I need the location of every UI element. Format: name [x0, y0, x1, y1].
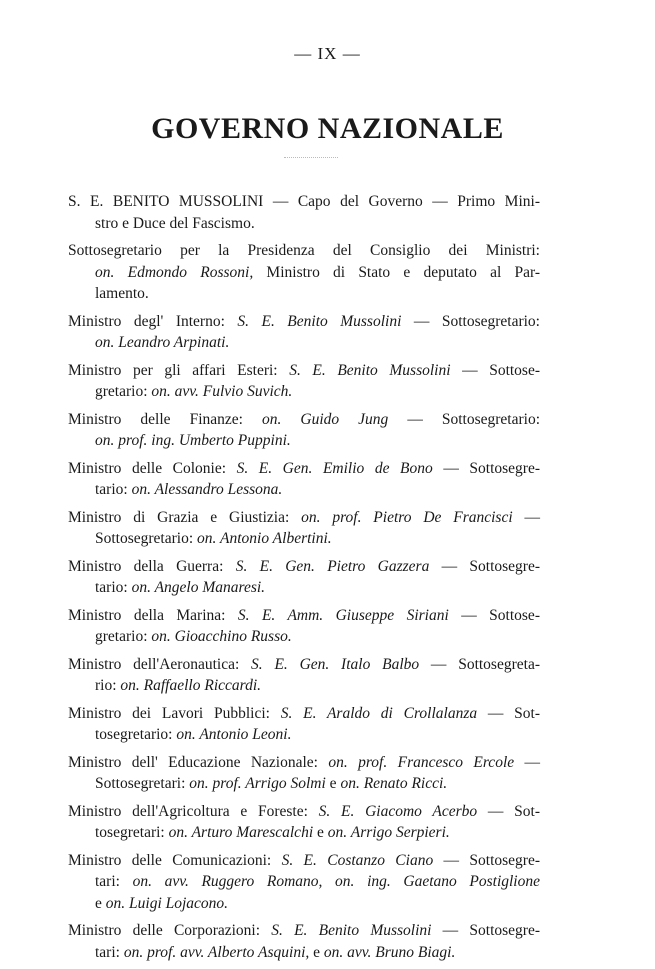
- entry-text: — Sottosegretario:: [388, 410, 540, 428]
- person-name: S. E. Benito Mussolini: [271, 922, 432, 939]
- ministry-entry: [68, 850, 540, 915]
- entry-text: Ministro degl' Interno:: [68, 312, 238, 330]
- entry-text: Ministro di Stato e deputato al Par-: [253, 263, 541, 281]
- person-name: on. Edmondo Rossoni,: [95, 263, 254, 281]
- person-name: on. avv. Bruno Biagi.: [323, 943, 456, 961]
- ministry-entry: [68, 360, 540, 403]
- entry-line: [68, 332, 540, 354]
- entry-line: [68, 850, 540, 872]
- entry-text: Ministro della Guerra:: [68, 557, 236, 575]
- entry-text: Ministro delle Corporazioni:: [68, 922, 272, 939]
- person-name: on. Angelo Manaresi.: [131, 579, 266, 596]
- person-name: on. prof. Pietro De Francisci: [301, 508, 513, 526]
- entry-text: tario:: [95, 481, 132, 498]
- entry-text: — Sottose-: [448, 606, 540, 624]
- entry-text: —: [512, 508, 540, 526]
- entry-line: [68, 283, 540, 305]
- entry-line: [68, 703, 540, 725]
- title-divider: [284, 157, 338, 158]
- entry-text: e: [313, 824, 328, 841]
- entry-text: e: [309, 943, 324, 961]
- entry-line: [68, 871, 540, 893]
- entry-text: Sottosegretario per la Presidenza del Consiglio dei Ministri:: [68, 242, 540, 259]
- entry-text: rio:: [95, 677, 121, 694]
- entry-text: Ministro della Marina:: [68, 606, 238, 624]
- ministry-entry: [68, 703, 540, 746]
- entry-text: tari:: [95, 943, 124, 961]
- entry-line: [68, 675, 540, 697]
- person-name: on. Luigi Lojacono.: [105, 894, 229, 912]
- entry-text: — Sot-: [477, 704, 540, 722]
- page-title: GOVERNO NAZIONALE: [151, 112, 504, 145]
- person-name: on. prof. ing. Umberto Puppini.: [95, 432, 291, 449]
- person-name: on. avv. Ruggero Romano, on. ing. Gaetano Postiglione: [132, 873, 540, 890]
- entry-text: Sottosegretari:: [95, 775, 190, 792]
- ministry-entry: [68, 240, 540, 305]
- entry-text: Sottosegretario:: [95, 530, 198, 547]
- entry-line: [68, 752, 540, 774]
- entry-line: [68, 240, 540, 262]
- person-name: on. Alessandro Lessona.: [131, 481, 283, 498]
- entry-text: S. E. BENITO MUSSOLINI — Capo del Governo — Primo Mini-: [68, 193, 540, 210]
- ministry-entry: [68, 556, 540, 599]
- entry-line: [68, 920, 540, 942]
- entry-line: [68, 409, 540, 431]
- ministry-entry: [68, 752, 540, 795]
- person-name: S. E. Giacomo Acerbo: [318, 802, 478, 820]
- entry-text: stro e Duce del Fascismo.: [95, 214, 255, 232]
- entry-text: — Sottosegre-: [429, 557, 540, 575]
- person-name: S. E. Gen. Pietro Gazzera: [235, 557, 430, 575]
- entry-text: tario:: [95, 579, 132, 596]
- entry-text: — Sot-: [477, 802, 540, 820]
- entry-line: [68, 213, 540, 235]
- person-name: on. Raffaello Riccardi.: [120, 677, 262, 694]
- entry-text: Ministro di Grazia e Giustizia:: [68, 508, 302, 526]
- entry-text: Ministro dell' Educazione Nazionale:: [68, 753, 329, 771]
- entry-line: [68, 458, 540, 480]
- person-name: on. prof. avv. Alberto Asquini,: [123, 943, 310, 961]
- person-name: on. Gioacchino Russo.: [151, 628, 292, 645]
- person-name: on. prof. Francesco Ercole: [328, 753, 515, 771]
- person-name: on. Arturo Marescalchi: [168, 824, 314, 841]
- entry-text: gretario:: [95, 383, 152, 400]
- person-name: S. E. Gen. Italo Balbo: [251, 655, 420, 673]
- person-name: S. E. Araldo di Crollalanza: [280, 704, 478, 722]
- entry-line: [68, 556, 540, 578]
- entry-line: [68, 507, 540, 529]
- entry-line: [68, 801, 540, 823]
- entry-line: [68, 893, 540, 915]
- entry-text: tosegretari:: [95, 824, 169, 841]
- entry-text: —: [514, 753, 541, 771]
- entry-text: gretario:: [95, 628, 152, 645]
- entry-text: e: [325, 775, 341, 792]
- entry-line: [68, 724, 540, 746]
- ministry-entry: [68, 507, 540, 550]
- entry-line: [68, 773, 540, 795]
- entry-text: lamento.: [95, 285, 149, 302]
- ministry-entry: [68, 605, 540, 648]
- entry-text: — Sottose-: [450, 361, 541, 379]
- entry-text: Ministro dell'Aeronautica:: [68, 655, 252, 673]
- ministry-entry: [68, 654, 540, 697]
- entry-text: — Sottosegre-: [431, 922, 540, 939]
- entry-text: Ministro delle Colonie:: [68, 459, 237, 477]
- person-name: on. avv. Fulvio Suvich.: [151, 383, 293, 400]
- person-name: on. Antonio Albertini.: [197, 530, 332, 547]
- entry-line: [68, 626, 540, 648]
- entry-text: Ministro delle Finanze:: [68, 410, 262, 428]
- entry-line: [68, 479, 540, 501]
- person-name: on. Renato Ricci.: [340, 775, 448, 792]
- person-name: on. Guido Jung: [261, 410, 389, 428]
- ministry-entry: [68, 191, 540, 234]
- ministry-list: [68, 191, 540, 969]
- entry-line: [68, 430, 540, 452]
- entry-text: — Sottosegre-: [432, 459, 540, 477]
- entry-line: [68, 191, 540, 213]
- entry-line: [68, 311, 540, 333]
- entry-line: [68, 605, 540, 627]
- person-name: S. E. Benito Mussolini: [289, 361, 451, 379]
- entry-line: [68, 654, 540, 676]
- person-name: S. E. Benito Mussolini: [237, 312, 402, 330]
- person-name: on. prof. Arrigo Solmi: [189, 775, 326, 792]
- entry-text: — Sottosegre-: [433, 851, 540, 869]
- entry-text: Ministro dell'Agricoltura e Foreste:: [68, 802, 319, 820]
- ministry-entry: [68, 920, 540, 963]
- person-name: S. E. Costanzo Ciano: [281, 851, 434, 869]
- entry-text: — Sottosegreta-: [419, 655, 540, 673]
- entry-line: [68, 577, 540, 599]
- entry-line: [68, 822, 540, 844]
- entry-line: [68, 360, 540, 382]
- entry-text: Ministro per gli affari Esteri:: [68, 361, 290, 379]
- person-name: on. Arrigo Serpieri.: [327, 824, 450, 841]
- entry-line: [68, 381, 540, 403]
- entry-text: tari:: [95, 873, 133, 890]
- entry-text: tosegretario:: [95, 726, 177, 743]
- entry-line: [68, 528, 540, 550]
- ministry-entry: [68, 801, 540, 844]
- entry-text: Ministro dei Lavori Pubblici:: [68, 704, 281, 722]
- ministry-entry: [68, 311, 540, 354]
- entry-text: Ministro delle Comunicazioni:: [68, 851, 282, 869]
- person-name: on. Leandro Arpinati.: [95, 334, 230, 351]
- person-name: on. Antonio Leoni.: [176, 726, 292, 743]
- entry-text: — Sottosegretario:: [401, 312, 540, 330]
- ministry-entry: [68, 458, 540, 501]
- person-name: S. E. Amm. Giuseppe Siriani: [237, 606, 449, 624]
- entry-line: [68, 942, 540, 964]
- entry-line: [68, 262, 540, 284]
- page-number: — IX —: [294, 44, 361, 63]
- ministry-entry: [68, 409, 540, 452]
- entry-text: e: [95, 894, 106, 912]
- person-name: S. E. Gen. Emilio de Bono: [236, 459, 433, 477]
